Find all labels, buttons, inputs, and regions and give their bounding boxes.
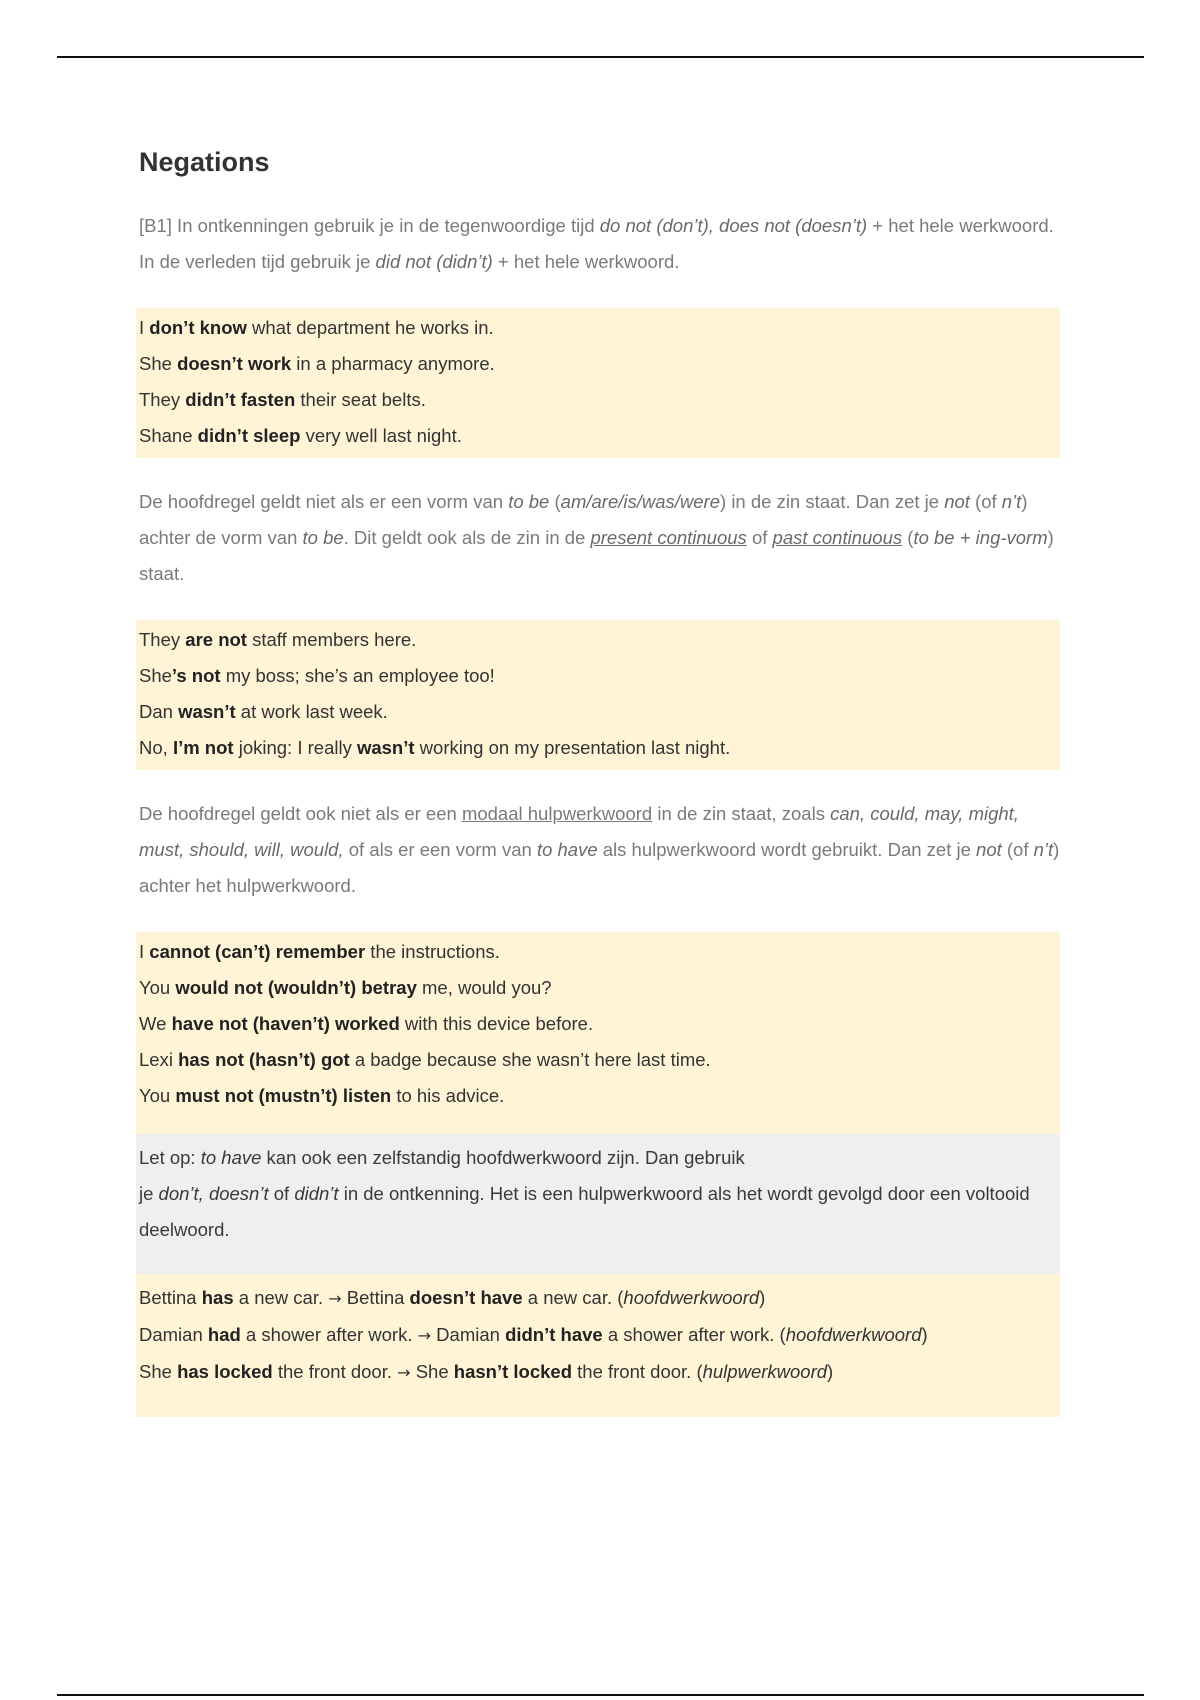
text-span: with this device before. <box>399 1013 594 1034</box>
text-span: n’t <box>1001 491 1022 512</box>
text-span: hoofdwerkwoord <box>623 1287 760 1308</box>
text-span: doesn’t have <box>409 1287 523 1308</box>
arrow-right-icon: → <box>397 1363 411 1382</box>
text-span: to his advice. <box>391 1085 505 1106</box>
text-span: didn’t sleep <box>197 425 301 446</box>
text-span: hasn’t locked <box>453 1361 572 1382</box>
text-span: very well last night. <box>300 425 462 446</box>
text-span: She <box>139 665 172 686</box>
text-span: Damian <box>431 1324 506 1345</box>
text-span: has <box>201 1287 234 1308</box>
text-span: in de ontkenning. Het is een hulpwerkwoord als het wordt gevolgd door een voltooid deelwoord. <box>139 1183 1030 1240</box>
text-span: in de zin staat, zoals <box>652 803 831 824</box>
text-span: not <box>944 491 970 512</box>
text-span: ) <box>759 1287 766 1308</box>
text-span: Let op: <box>139 1147 201 1168</box>
text-span: do not (don’t), does not (doesn’t) <box>599 215 868 236</box>
example-line <box>139 730 1057 766</box>
examples-box-3 <box>136 932 1060 1134</box>
text-span: Dan <box>139 701 179 722</box>
text-span: has locked <box>177 1361 273 1382</box>
text-span: must not (mustn’t) listen <box>175 1085 392 1106</box>
page-title: Negations <box>139 147 270 177</box>
text-span: a badge because she wasn’t here last time. <box>349 1049 711 1070</box>
text-span: je <box>139 1183 159 1204</box>
text-span: ) achter de vorm van <box>139 491 1028 548</box>
examples-box-4 <box>136 1274 1060 1417</box>
text-span: would not (wouldn’t) betray <box>175 977 417 998</box>
text-span: ) in de zin staat. Dan zet je <box>720 491 945 512</box>
text-span: can, could, may, might, must, should, will, would, <box>139 803 1019 860</box>
text-span: Bettina <box>341 1287 410 1308</box>
text-span: You <box>139 977 176 998</box>
example-line <box>139 970 1057 1006</box>
text-span: als hulpwerkwoord wordt gebruikt. Dan zet je <box>597 839 977 860</box>
text-span: She <box>410 1361 454 1382</box>
text-span: (of <box>969 491 1002 512</box>
text-span: working on my presentation last night. <box>414 737 731 758</box>
text-span: We <box>139 1013 172 1034</box>
text-span: wasn’t <box>178 701 236 722</box>
text-span: (of <box>1001 839 1034 860</box>
text-span: hoofdwerkwoord <box>785 1324 922 1345</box>
example-line <box>139 622 1057 658</box>
example-line <box>139 418 1057 454</box>
text-span: + het hele werkwoord. In de verleden tijd gebruik je <box>139 215 1054 272</box>
text-span: She <box>139 1361 178 1382</box>
examples-box-1 <box>136 308 1060 458</box>
text-span: the front door. <box>272 1361 398 1382</box>
text-span: Shane <box>139 425 198 446</box>
text-span: ) achter het hulpwerkwoord. <box>139 839 1060 896</box>
text-span: a shower after work. <box>240 1324 418 1345</box>
text-span: kan ook een zelfstandig hoofdwerkwoord zijn. Dan gebruik <box>261 1147 745 1168</box>
example-line <box>139 346 1057 382</box>
example-line <box>139 382 1057 418</box>
text-span: ) staat. <box>139 527 1054 584</box>
text-span: + het hele werkwoord. <box>492 251 680 272</box>
arrow-right-icon: → <box>328 1289 342 1308</box>
text-span: They <box>139 629 186 650</box>
text-span: don’t know <box>149 317 247 338</box>
text-span: don’t, doesn’t <box>158 1183 269 1204</box>
text-span: am/are/is/was/were <box>560 491 721 512</box>
text-span: in a pharmacy anymore. <box>291 353 495 374</box>
text-span: a new car. <box>233 1287 329 1308</box>
text-span: of <box>746 527 773 548</box>
example-line <box>139 1006 1057 1042</box>
example-line <box>139 934 1057 970</box>
note-box <box>136 1134 1060 1274</box>
example-line <box>139 310 1057 346</box>
text-span: my boss; she’s an employee too! <box>220 665 495 686</box>
text-span: doesn’t work <box>177 353 292 374</box>
text-span: I <box>139 317 150 338</box>
text-span: hulpwerkwoord <box>702 1361 828 1382</box>
text-span: De hoofdregel geldt ook niet als er een <box>139 803 462 824</box>
text-span: to be <box>302 527 344 548</box>
rule-explanation-2 <box>139 484 1069 592</box>
text-span: staff members here. <box>246 629 417 650</box>
text-span: the instructions. <box>365 941 500 962</box>
text-span: to be <box>508 491 550 512</box>
example-line <box>139 658 1057 694</box>
example-line <box>139 1078 1057 1114</box>
text-span: didn’t <box>294 1183 339 1204</box>
text-span: I <box>139 941 150 962</box>
text-span: of <box>268 1183 295 1204</box>
text-span: They <box>139 389 186 410</box>
text-span: not <box>976 839 1002 860</box>
text-span: She <box>139 353 178 374</box>
text-span: a new car. ( <box>522 1287 624 1308</box>
text-span: to be + ing-vorm <box>913 527 1048 548</box>
rule-explanation-3 <box>139 796 1069 904</box>
text-span: No, <box>139 737 173 758</box>
text-span: had <box>207 1324 241 1345</box>
text-span: to have <box>200 1147 262 1168</box>
text-span: Lexi <box>139 1049 179 1070</box>
rule-explanation-1 <box>139 208 1069 280</box>
note-text <box>139 1140 1057 1248</box>
text-span: has not (hasn’t) got <box>178 1049 350 1070</box>
text-span: didn’t have <box>505 1324 603 1345</box>
text-span: n’t <box>1033 839 1054 860</box>
text-span: wasn’t <box>356 737 415 758</box>
text-span: didn’t fasten <box>185 389 296 410</box>
text-span: what department he works in. <box>246 317 494 338</box>
example-line <box>139 1317 1057 1354</box>
text-span: Bettina <box>139 1287 202 1308</box>
text-span: ) <box>827 1361 834 1382</box>
example-line <box>139 1354 1057 1391</box>
text-span: past continuous <box>772 527 903 548</box>
text-span: You <box>139 1085 176 1106</box>
text-span: ( <box>902 527 914 548</box>
text-span: ’s not <box>171 665 221 686</box>
text-span: me, would you? <box>416 977 552 998</box>
text-span: at work last week. <box>235 701 388 722</box>
text-span: modaal hulpwerkwoord <box>461 803 653 824</box>
text-span: De hoofdregel geldt niet als er een vorm van <box>139 491 509 512</box>
text-span: have not (haven’t) worked <box>171 1013 400 1034</box>
text-span: present continuous <box>590 527 747 548</box>
text-span: did not (didn’t) <box>375 251 493 272</box>
text-span: joking: I really <box>233 737 357 758</box>
text-span: . Dit geldt ook als de zin in de <box>343 527 591 548</box>
text-span: of als er een vorm van <box>343 839 537 860</box>
text-span: the front door. ( <box>572 1361 703 1382</box>
examples-box-2 <box>136 620 1060 770</box>
text-span: ) <box>921 1324 928 1345</box>
example-line <box>139 1042 1057 1078</box>
text-span: Damian <box>139 1324 208 1345</box>
text-span: [B1] In ontkenningen gebruik je in de tegenwoordige tijd <box>139 215 600 236</box>
text-span: cannot (can’t) remember <box>149 941 366 962</box>
text-span: I’m not <box>172 737 234 758</box>
text-span: a shower after work. ( <box>602 1324 786 1345</box>
text-span: their seat belts. <box>295 389 426 410</box>
bottom-rule <box>57 1694 1144 1696</box>
arrow-right-icon: → <box>417 1326 432 1345</box>
example-line <box>139 694 1057 730</box>
top-rule <box>57 56 1144 58</box>
page-content <box>139 140 1069 1417</box>
example-line <box>139 1280 1057 1317</box>
text-span: are not <box>185 629 247 650</box>
text-span: ( <box>549 491 561 512</box>
text-span: to have <box>536 839 598 860</box>
